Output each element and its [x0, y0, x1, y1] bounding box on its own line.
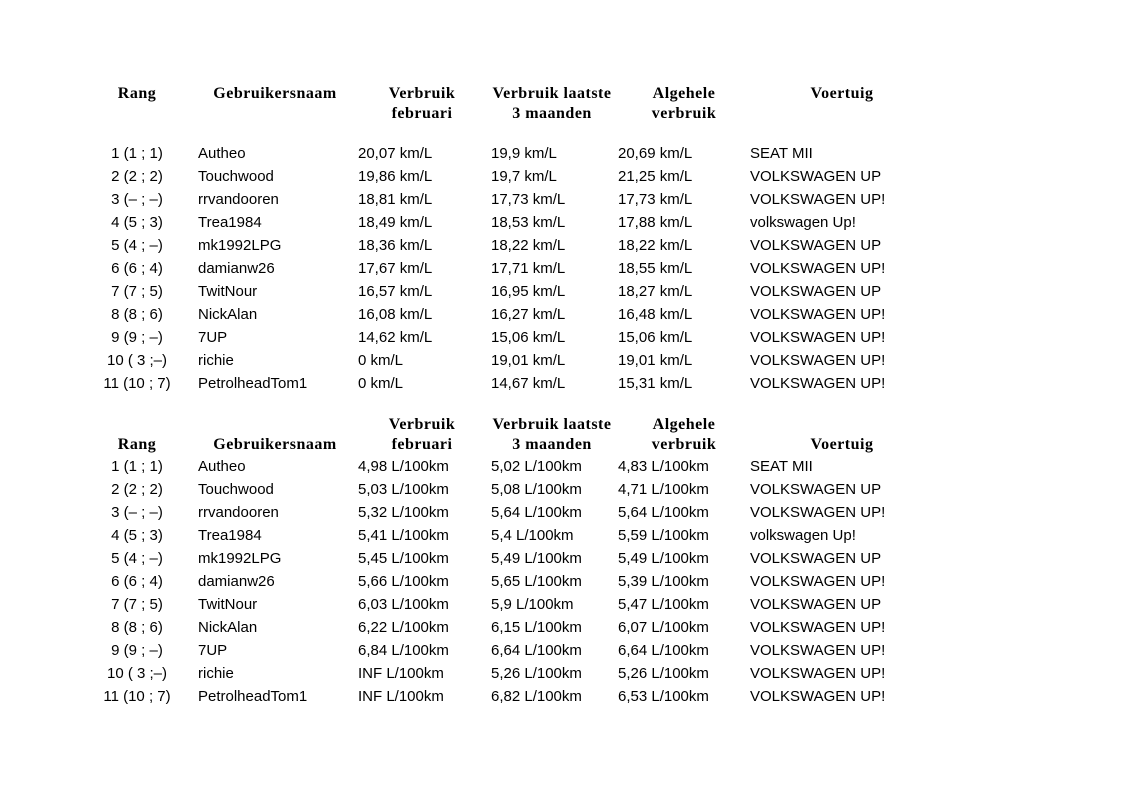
cell-rang: 10 ( 3 ;–): [106, 352, 168, 369]
cell-verbruik-februari: INF L/100km: [358, 688, 444, 705]
cell-gebruikersnaam: PetrolheadTom1: [198, 688, 308, 705]
cell-voertuig: VOLKSWAGEN UP: [750, 237, 882, 254]
column-header-verbruik-laatste-3-maanden: Verbruik laatste: [492, 416, 612, 433]
cell-verbruik-laatste-3-maanden: 15,06 km/L: [491, 329, 566, 346]
cell-voertuig: volkswagen Up!: [750, 214, 856, 231]
cell-algehele-verbruik: 5,49 L/100km: [618, 550, 709, 567]
cell-gebruikersnaam: rrvandooren: [198, 191, 279, 208]
cell-rang: 3 (– ; –): [111, 191, 163, 208]
cell-algehele-verbruik: 15,06 km/L: [618, 329, 693, 346]
table-header-row: [82, 84, 934, 104]
table-row: [82, 501, 934, 524]
cell-algehele-verbruik: 16,48 km/L: [618, 306, 693, 323]
table-row: [82, 616, 934, 639]
table-row: [82, 326, 934, 349]
cell-algehele-verbruik: 5,64 L/100km: [618, 504, 709, 521]
cell-rang: 7 (7 ; 5): [111, 283, 163, 300]
cell-verbruik-laatste-3-maanden: 14,67 km/L: [491, 375, 566, 392]
cell-voertuig: volkswagen Up!: [750, 527, 856, 544]
table-row: [82, 547, 934, 570]
cell-rang: 8 (8 ; 6): [111, 619, 163, 636]
table-row: [82, 685, 934, 708]
column-header-gebruikersnaam-line2: [192, 104, 358, 124]
column-header-rang-line2: Rang: [117, 436, 157, 453]
cell-voertuig: VOLKSWAGEN UP!: [750, 573, 886, 590]
column-header-rang-line2: [82, 104, 192, 124]
cell-verbruik-februari: 19,86 km/L: [358, 168, 433, 185]
cell-rang: 2 (2 ; 2): [111, 168, 163, 185]
cell-voertuig: VOLKSWAGEN UP!: [750, 642, 886, 659]
cell-gebruikersnaam: mk1992LPG: [198, 550, 282, 567]
cell-rang: 6 (6 ; 4): [111, 573, 163, 590]
cell-rang: 8 (8 ; 6): [111, 306, 163, 323]
cell-verbruik-laatste-3-maanden: 17,71 km/L: [491, 260, 566, 277]
cell-algehele-verbruik: 5,47 L/100km: [618, 596, 709, 613]
table-row: [82, 593, 934, 616]
cell-voertuig: VOLKSWAGEN UP: [750, 481, 882, 498]
cell-rang: 9 (9 ; –): [111, 642, 163, 659]
column-header-rang: Rang: [117, 85, 157, 102]
cell-gebruikersnaam: 7UP: [198, 642, 228, 659]
cell-rang: 2 (2 ; 2): [111, 481, 163, 498]
cell-verbruik-laatste-3-maanden: 5,49 L/100km: [491, 550, 582, 567]
cell-voertuig: SEAT MII: [750, 458, 813, 475]
cell-gebruikersnaam: damianw26: [198, 573, 275, 590]
cell-verbruik-laatste-3-maanden: 18,53 km/L: [491, 214, 566, 231]
cell-voertuig: VOLKSWAGEN UP!: [750, 191, 886, 208]
cell-voertuig: VOLKSWAGEN UP!: [750, 619, 886, 636]
cell-algehele-verbruik: 19,01 km/L: [618, 352, 693, 369]
column-header-gebruikersnaam-line2: Gebruikersnaam: [213, 436, 337, 453]
ranking-table-km-per-l: [82, 84, 934, 395]
cell-algehele-verbruik: 5,26 L/100km: [618, 665, 709, 682]
table-row: [82, 234, 934, 257]
cell-verbruik-februari: INF L/100km: [358, 665, 444, 682]
column-header-algehele-verbruik-line2: verbruik: [651, 105, 717, 122]
table-row: [82, 211, 934, 234]
cell-verbruik-laatste-3-maanden: 19,7 km/L: [491, 168, 557, 185]
table-row: [82, 280, 934, 303]
column-header-verbruik-februari-line2: februari: [391, 436, 453, 453]
cell-verbruik-februari: 6,84 L/100km: [358, 642, 449, 659]
cell-gebruikersnaam: Autheo: [198, 145, 246, 162]
cell-voertuig: VOLKSWAGEN UP!: [750, 352, 886, 369]
table-header-row: [82, 104, 934, 124]
cell-algehele-verbruik: 5,39 L/100km: [618, 573, 709, 590]
ranking-table-l-per-100km: [82, 415, 934, 708]
cell-gebruikersnaam: Trea1984: [198, 214, 262, 231]
cell-gebruikersnaam: 7UP: [198, 329, 228, 346]
cell-rang: 1 (1 ; 1): [111, 458, 163, 475]
column-header-voertuig-line2: Voertuig: [810, 436, 874, 453]
cell-rang: 4 (5 ; 3): [111, 527, 163, 544]
cell-verbruik-februari: 5,45 L/100km: [358, 550, 449, 567]
cell-verbruik-laatste-3-maanden: 5,64 L/100km: [491, 504, 582, 521]
cell-gebruikersnaam: Trea1984: [198, 527, 262, 544]
cell-verbruik-laatste-3-maanden: 5,26 L/100km: [491, 665, 582, 682]
cell-rang: 5 (4 ; –): [111, 237, 163, 254]
cell-algehele-verbruik: 18,55 km/L: [618, 260, 693, 277]
cell-voertuig: VOLKSWAGEN UP!: [750, 260, 886, 277]
cell-verbruik-laatste-3-maanden: 6,64 L/100km: [491, 642, 582, 659]
cell-gebruikersnaam: Touchwood: [198, 481, 274, 498]
column-header-rang: [82, 415, 192, 435]
table-row: [82, 455, 934, 478]
table-row: [82, 570, 934, 593]
table-row: [82, 372, 934, 395]
cell-verbruik-februari: 18,49 km/L: [358, 214, 433, 231]
header-spacer: [82, 124, 934, 142]
table-row: [82, 142, 934, 165]
cell-gebruikersnaam: TwitNour: [198, 283, 258, 300]
cell-gebruikersnaam: richie: [198, 665, 234, 682]
table-row: [82, 188, 934, 211]
table-row: [82, 662, 934, 685]
column-header-verbruik-februari-line2: februari: [391, 105, 453, 122]
table-row: [82, 257, 934, 280]
table-row: [82, 303, 934, 326]
cell-gebruikersnaam: Autheo: [198, 458, 246, 475]
cell-algehele-verbruik: 18,27 km/L: [618, 283, 693, 300]
cell-gebruikersnaam: PetrolheadTom1: [198, 375, 308, 392]
cell-verbruik-laatste-3-maanden: 5,08 L/100km: [491, 481, 582, 498]
cell-algehele-verbruik: 6,53 L/100km: [618, 688, 709, 705]
cell-voertuig: VOLKSWAGEN UP!: [750, 665, 886, 682]
cell-rang: 3 (– ; –): [111, 504, 163, 521]
cell-verbruik-laatste-3-maanden: 5,02 L/100km: [491, 458, 582, 475]
cell-verbruik-februari: 6,22 L/100km: [358, 619, 449, 636]
table-header-row: [82, 415, 934, 435]
cell-voertuig: VOLKSWAGEN UP!: [750, 504, 886, 521]
cell-rang: 5 (4 ; –): [111, 550, 163, 567]
cell-verbruik-februari: 4,98 L/100km: [358, 458, 449, 475]
column-header-algehele-verbruik: Algehele: [652, 416, 716, 433]
cell-voertuig: VOLKSWAGEN UP!: [750, 306, 886, 323]
cell-voertuig: VOLKSWAGEN UP!: [750, 329, 886, 346]
cell-verbruik-laatste-3-maanden: 5,9 L/100km: [491, 596, 574, 613]
cell-rang: 10 ( 3 ;–): [106, 665, 168, 682]
cell-verbruik-laatste-3-maanden: 16,95 km/L: [491, 283, 566, 300]
cell-gebruikersnaam: richie: [198, 352, 234, 369]
cell-verbruik-laatste-3-maanden: 6,15 L/100km: [491, 619, 582, 636]
cell-verbruik-februari: 20,07 km/L: [358, 145, 433, 162]
table-header-row: [82, 435, 934, 455]
column-header-algehele-verbruik-line2: verbruik: [651, 436, 717, 453]
cell-algehele-verbruik: 6,64 L/100km: [618, 642, 709, 659]
cell-verbruik-februari: 14,62 km/L: [358, 329, 433, 346]
column-header-verbruik-laatste-3-maanden: Verbruik laatste: [492, 85, 612, 102]
table-row: [82, 478, 934, 501]
cell-verbruik-februari: 0 km/L: [358, 352, 404, 369]
table-row: [82, 349, 934, 372]
table-row: [82, 639, 934, 662]
cell-voertuig: VOLKSWAGEN UP: [750, 283, 882, 300]
cell-voertuig: VOLKSWAGEN UP: [750, 550, 882, 567]
column-header-verbruik-februari: Verbruik: [388, 85, 456, 102]
cell-voertuig: SEAT MII: [750, 145, 813, 162]
cell-verbruik-februari: 5,32 L/100km: [358, 504, 449, 521]
cell-verbruik-laatste-3-maanden: 5,65 L/100km: [491, 573, 582, 590]
column-header-voertuig: Voertuig: [810, 85, 874, 102]
cell-rang: 9 (9 ; –): [111, 329, 163, 346]
cell-verbruik-laatste-3-maanden: 17,73 km/L: [491, 191, 566, 208]
column-header-voertuig: [750, 415, 934, 435]
cell-algehele-verbruik: 15,31 km/L: [618, 375, 693, 392]
column-header-verbruik-laatste-3-maanden-line2: 3 maanden: [512, 436, 592, 453]
cell-algehele-verbruik: 20,69 km/L: [618, 145, 693, 162]
column-header-voertuig-line2: [750, 104, 934, 124]
cell-algehele-verbruik: 17,88 km/L: [618, 214, 693, 231]
cell-rang: 11 (10 ; 7): [103, 688, 171, 705]
cell-verbruik-laatste-3-maanden: 19,9 km/L: [491, 145, 557, 162]
column-header-verbruik-laatste-3-maanden-line2: 3 maanden: [512, 105, 592, 122]
cell-rang: 6 (6 ; 4): [111, 260, 163, 277]
cell-verbruik-februari: 5,66 L/100km: [358, 573, 449, 590]
cell-rang: 7 (7 ; 5): [111, 596, 163, 613]
cell-verbruik-laatste-3-maanden: 18,22 km/L: [491, 237, 566, 254]
cell-algehele-verbruik: 18,22 km/L: [618, 237, 693, 254]
cell-gebruikersnaam: damianw26: [198, 260, 275, 277]
cell-voertuig: VOLKSWAGEN UP!: [750, 375, 886, 392]
cell-gebruikersnaam: TwitNour: [198, 596, 258, 613]
cell-rang: 1 (1 ; 1): [111, 145, 163, 162]
cell-gebruikersnaam: mk1992LPG: [198, 237, 282, 254]
cell-verbruik-laatste-3-maanden: 6,82 L/100km: [491, 688, 582, 705]
cell-gebruikersnaam: Touchwood: [198, 168, 274, 185]
cell-gebruikersnaam: NickAlan: [198, 619, 258, 636]
column-header-gebruikersnaam: [192, 415, 358, 435]
cell-gebruikersnaam: NickAlan: [198, 306, 258, 323]
cell-rang: 4 (5 ; 3): [111, 214, 163, 231]
cell-verbruik-februari: 18,81 km/L: [358, 191, 433, 208]
cell-verbruik-februari: 16,08 km/L: [358, 306, 433, 323]
cell-verbruik-februari: 17,67 km/L: [358, 260, 433, 277]
cell-algehele-verbruik: 4,83 L/100km: [618, 458, 709, 475]
cell-verbruik-februari: 18,36 km/L: [358, 237, 433, 254]
cell-verbruik-laatste-3-maanden: 19,01 km/L: [491, 352, 566, 369]
table-row: [82, 165, 934, 188]
cell-verbruik-februari: 5,03 L/100km: [358, 481, 449, 498]
cell-verbruik-februari: 5,41 L/100km: [358, 527, 449, 544]
cell-verbruik-laatste-3-maanden: 16,27 km/L: [491, 306, 566, 323]
cell-verbruik-februari: 6,03 L/100km: [358, 596, 449, 613]
cell-voertuig: VOLKSWAGEN UP!: [750, 688, 886, 705]
column-header-gebruikersnaam: Gebruikersnaam: [213, 85, 337, 102]
column-header-algehele-verbruik: Algehele: [652, 85, 716, 102]
cell-verbruik-februari: 0 km/L: [358, 375, 404, 392]
cell-gebruikersnaam: rrvandooren: [198, 504, 279, 521]
cell-verbruik-februari: 16,57 km/L: [358, 283, 433, 300]
cell-algehele-verbruik: 5,59 L/100km: [618, 527, 709, 544]
cell-verbruik-laatste-3-maanden: 5,4 L/100km: [491, 527, 574, 544]
cell-algehele-verbruik: 6,07 L/100km: [618, 619, 709, 636]
cell-algehele-verbruik: 17,73 km/L: [618, 191, 693, 208]
cell-rang: 11 (10 ; 7): [103, 375, 171, 392]
cell-algehele-verbruik: 4,71 L/100km: [618, 481, 709, 498]
column-header-verbruik-februari: Verbruik: [388, 416, 456, 433]
cell-voertuig: VOLKSWAGEN UP: [750, 596, 882, 613]
cell-algehele-verbruik: 21,25 km/L: [618, 168, 693, 185]
table-row: [82, 524, 934, 547]
cell-voertuig: VOLKSWAGEN UP: [750, 168, 882, 185]
